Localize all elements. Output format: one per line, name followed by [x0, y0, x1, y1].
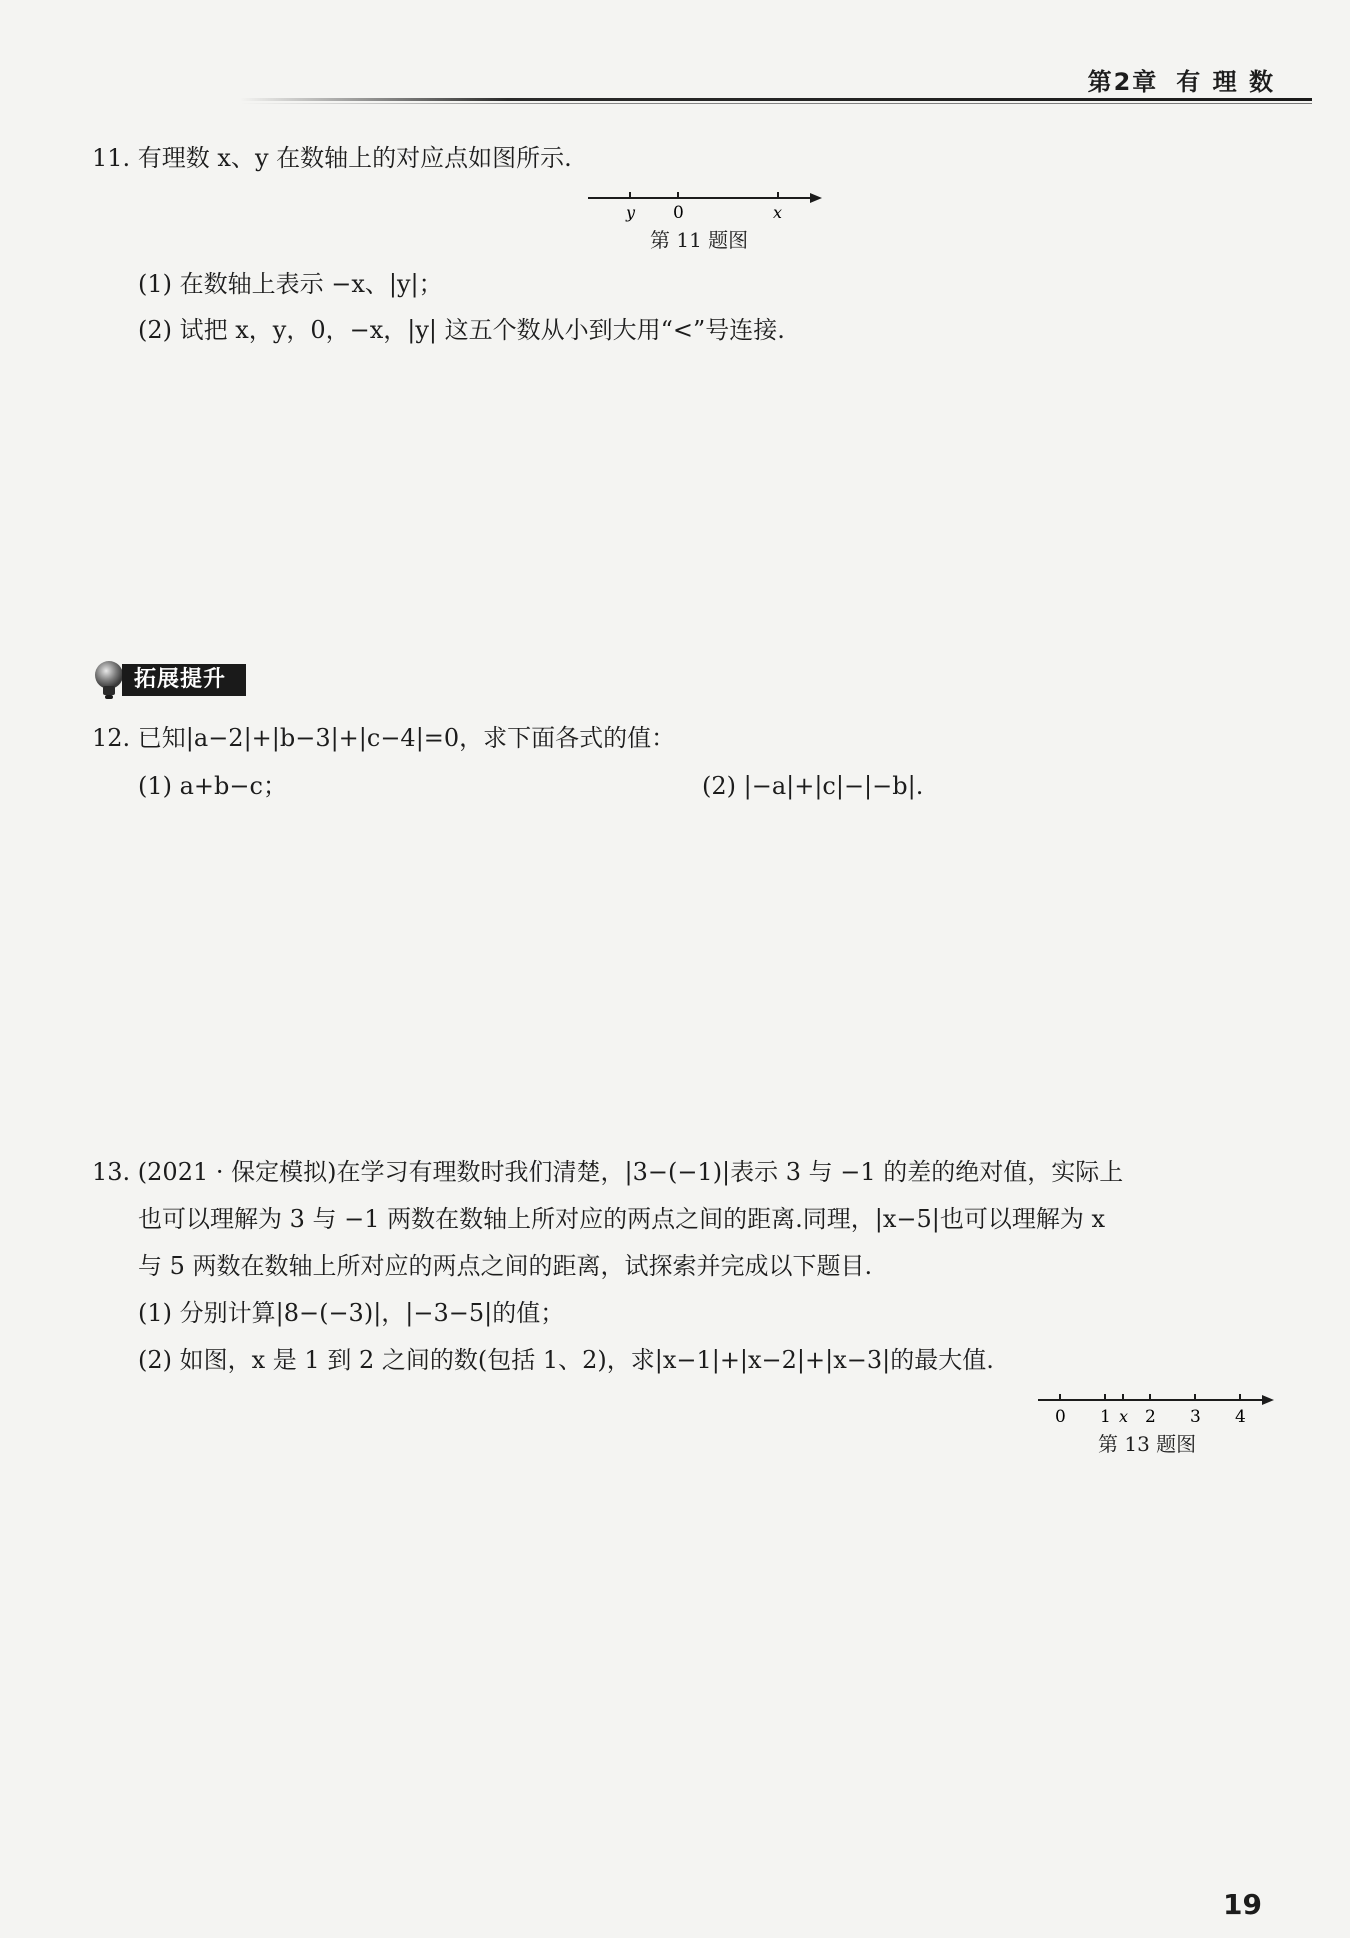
q13-label-2: 2 — [1145, 1407, 1156, 1427]
q11-label-y: y — [626, 203, 636, 222]
question-12-part-1: (1) a+b−c； — [138, 772, 287, 800]
question-12-part-2: (2) |−a|+|c|−|−b|. — [702, 772, 924, 800]
chapter-header — [1088, 62, 1275, 97]
q13-label-1: 1 — [1100, 1407, 1111, 1427]
question-11-figure-caption: 第 11 题图 — [650, 228, 749, 252]
header-divider — [240, 98, 1312, 101]
section-banner — [92, 660, 254, 700]
question-11-part-2: (2) 试把 x，y，0，−x，|y| 这五个数从小到大用“<”号连接. — [138, 316, 785, 344]
page-number: 19 — [1223, 1888, 1262, 1921]
question-13-line-1: 13. (2021 · 保定模拟)在学习有理数时我们清楚，|3−(−1)|表示 3 与 −1 的差的绝对值，实际上 — [92, 1158, 1124, 1186]
q11-label-x: x — [773, 203, 783, 222]
question-13-line-3: 与 5 两数在数轴上所对应的两点之间的距离，试探索并完成以下题目. — [138, 1252, 873, 1280]
question-12-stem: 12. 已知|a−2|+|b−3|+|c−4|=0，求下面各式的值： — [92, 724, 676, 752]
header-divider-thin — [240, 103, 1312, 104]
q13-label-0: 0 — [1055, 1407, 1066, 1427]
chapter-title: 有 理 数 — [1176, 68, 1275, 96]
q13-label-4: 4 — [1235, 1407, 1246, 1427]
section-label: 拓展提升 — [122, 664, 246, 696]
chapter-number: 第2章 — [1087, 68, 1159, 96]
question-13-line-2: 也可以理解为 3 与 −1 两数在数轴上所对应的两点之间的距离.同理，|x−5|也可以理解为 x — [138, 1205, 1106, 1233]
q13-label-3: 3 — [1190, 1407, 1201, 1427]
question-11-number-line — [580, 182, 830, 224]
question-13-part-2: (2) 如图，x 是 1 到 2 之间的数(包括 1、2)，求|x−1|+|x−2|+|x−3|的最大值. — [138, 1346, 994, 1374]
question-11-stem: 11. 有理数 x、y 在数轴上的对应点如图所示. — [92, 144, 572, 172]
question-11-part-1: (1) 在数轴上表示 −x、|y|； — [138, 270, 443, 298]
q11-label-zero: 0 — [673, 203, 684, 223]
question-13-part-1: (1) 分别计算|8−(−3)|，|−3−5|的值； — [138, 1299, 565, 1327]
q13-label-x: x — [1119, 1407, 1129, 1426]
question-13-number-line — [1030, 1388, 1280, 1430]
question-13-figure-caption: 第 13 题图 — [1098, 1432, 1197, 1456]
lightbulb-icon — [92, 660, 126, 700]
